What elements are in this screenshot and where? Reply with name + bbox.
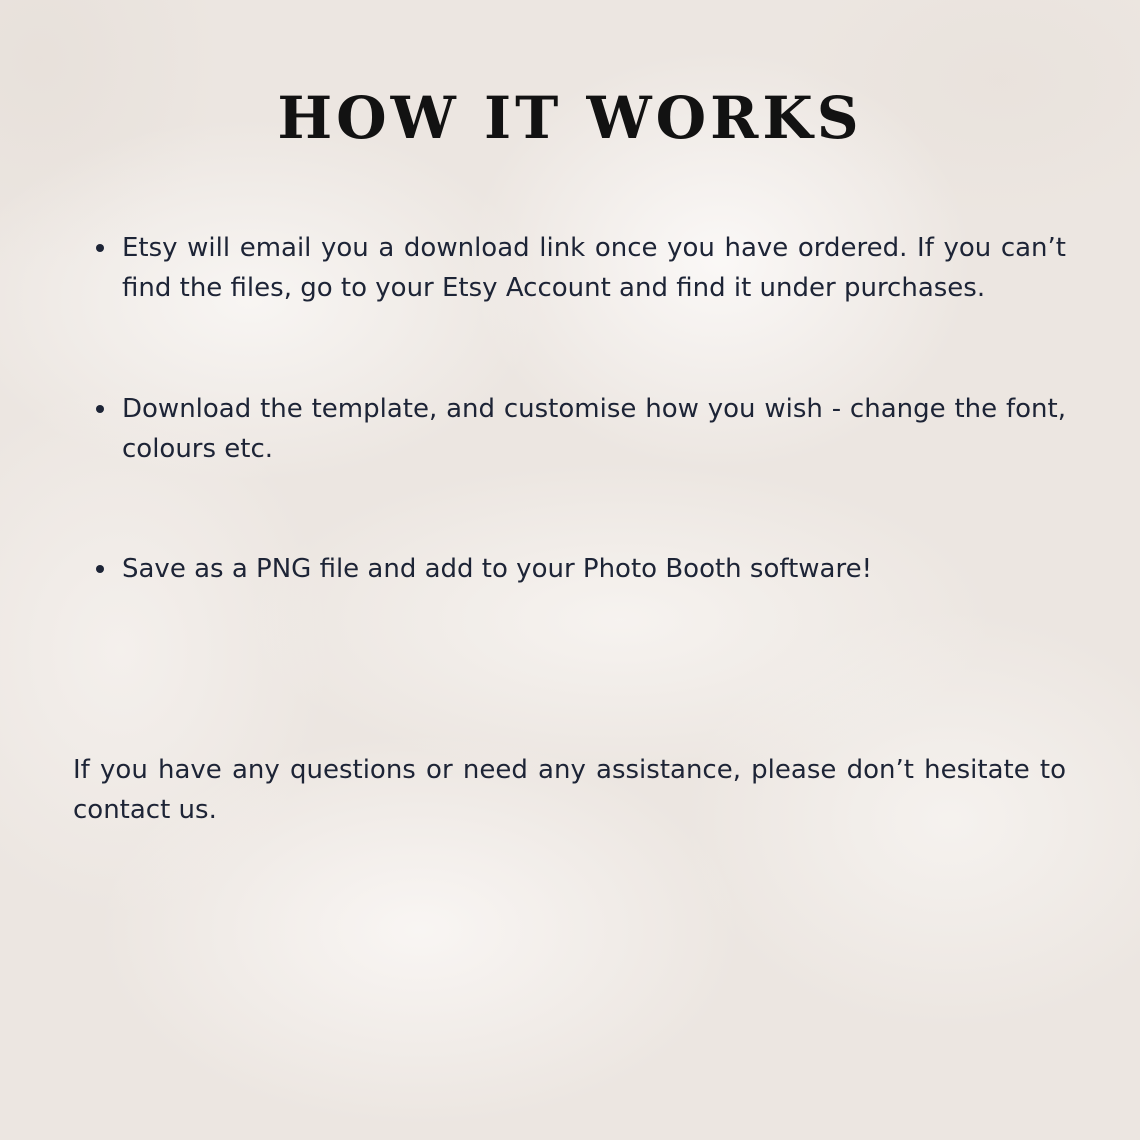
bullet-icon [96,405,104,413]
contact-note: If you have any questions or need any assistance, please don’t hesitate to contact us. [73,755,1066,825]
step-item-customise [78,389,1066,469]
step-text: Save as a PNG file and add to your Photo Booth software! [122,554,873,584]
steps-list [78,228,1066,589]
page-title: HOW IT WORKS [277,84,863,152]
step-text: Etsy will email you a download link once you have ordered. If you can’t find the files, go to your Etsy Account and find it under purchases. [122,233,1066,303]
step-item-save-png [78,549,1066,589]
step-item-download-link [78,228,1066,308]
bullet-icon [96,565,104,573]
bullet-icon [96,244,104,252]
step-text: Download the template, and customise how you wish - change the font, colours etc. [122,394,1066,464]
